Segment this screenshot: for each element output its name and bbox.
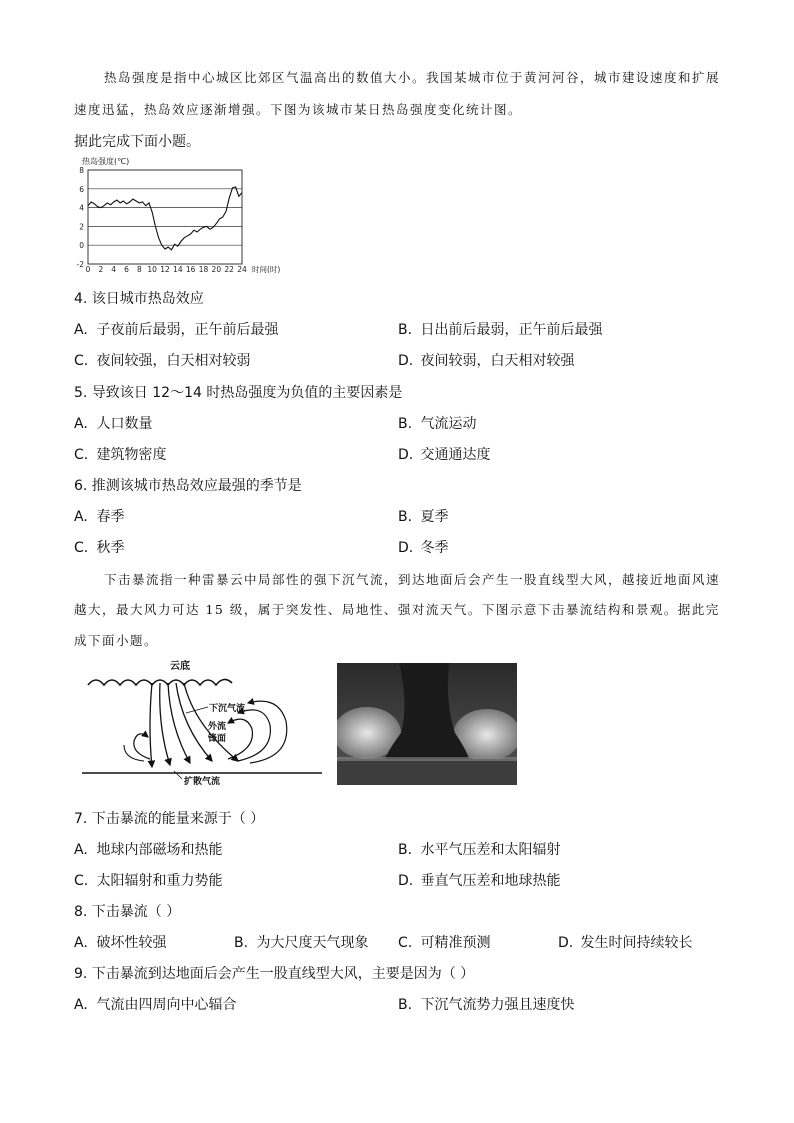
- x-tick-label: 16: [185, 265, 196, 274]
- outflow-curl-1: [228, 719, 253, 759]
- x-tick-label: 20: [211, 265, 222, 274]
- x-tick-label: 6: [124, 265, 129, 274]
- outflow-curl-2: [238, 710, 270, 761]
- q6-option-c[interactable]: C. 秋季: [74, 540, 125, 556]
- x-tick-label: 12: [160, 265, 170, 274]
- q5-option-d[interactable]: D. 交通通达度: [398, 447, 491, 463]
- x-tick-label: 18: [198, 265, 209, 274]
- downburst-photo: [337, 663, 517, 785]
- q4-stem: 4. 该日城市热岛效应: [74, 291, 204, 307]
- intro2-line3: 成下面小题。: [74, 633, 159, 648]
- chart-yticks: [77, 166, 85, 269]
- q8-option-a[interactable]: A. 破坏性较强: [74, 935, 167, 951]
- q5-option-b[interactable]: B. 气流运动: [398, 416, 477, 432]
- series-line: [88, 187, 242, 250]
- q6-option-d[interactable]: D. 冬季: [398, 540, 449, 556]
- q5-option-a[interactable]: A. 人口数量: [74, 416, 153, 432]
- q4-option-c[interactable]: C. 夜间较强，白天相对较弱: [74, 353, 251, 369]
- q8-option-d[interactable]: D. 发生时间持续较长: [558, 935, 693, 951]
- q6-stem: 6. 推测该城市热岛效应最强的季节是: [74, 478, 302, 494]
- q4-option-d[interactable]: D. 夜间较弱，白天相对较强: [398, 353, 575, 369]
- q4-option-a[interactable]: A. 子夜前后最弱，正午前后最强: [74, 322, 279, 338]
- y-tick-label: 2: [79, 222, 84, 232]
- y-tick-label: 4: [79, 203, 84, 213]
- downdraft-line-4: [176, 683, 212, 761]
- q5-option-c[interactable]: C. 建筑物密度: [74, 447, 167, 463]
- intro1-line3: 据此完成下面小题。: [74, 134, 200, 150]
- q8-option-b[interactable]: B. 为大尺度天气现象: [234, 935, 369, 951]
- q7-option-a[interactable]: A. 地球内部磁场和热能: [74, 842, 223, 858]
- q8-option-c[interactable]: C. 可精准预测: [398, 935, 491, 951]
- x-tick-label: 2: [98, 265, 104, 274]
- cloud-base-label: 云底: [170, 661, 190, 672]
- q9-stem: 9. 下击暴流到达地面后会产生一股直线型大风，主要是因为（ ）: [74, 966, 475, 982]
- outflow-front-label-2: 锋面: [208, 734, 227, 744]
- downdraft-label: 下沉气流: [209, 704, 246, 714]
- heat-island-chart: [62, 154, 292, 280]
- q6-option-b[interactable]: B. 夏季: [398, 509, 449, 525]
- downburst-diagram: [78, 657, 328, 785]
- q6-option-a[interactable]: A. 春季: [74, 509, 125, 525]
- q7-stem: 7. 下击暴流的能量来源于（ ）: [74, 811, 265, 827]
- intro2-line2: 越大，最大风力可达 15 级，属于突发性、局地性、强对流天气。下图示意下击暴流结构和景观。据此完: [74, 602, 720, 617]
- photo-ground: [337, 759, 517, 785]
- x-tick-label: 4: [111, 265, 117, 274]
- chart-series: [88, 187, 242, 250]
- y-tick-label: -2: [76, 260, 84, 269]
- q8-stem: 8. 下击暴流（ ）: [74, 904, 181, 920]
- x-tick-label: 0: [85, 265, 91, 274]
- intro1-line2: 速度迅猛，热岛效应逐渐增强。下图为该城市某日热岛强度变化统计图。: [74, 102, 523, 117]
- chart-xlabel: 时间(时): [252, 265, 281, 274]
- chart-ylabel: 热岛强度(℃): [82, 157, 130, 166]
- x-tick-label: 22: [224, 265, 234, 274]
- outflow-front-label-1: 外流: [208, 722, 227, 732]
- q5-stem: 5. 导致该日 12～14 时热岛强度为负值的主要因素是: [74, 385, 403, 401]
- left-vortex: [134, 734, 150, 759]
- q4-option-b[interactable]: B. 日出前后最弱，正午前后最强: [398, 322, 603, 338]
- x-tick-label: 8: [136, 265, 142, 274]
- y-tick-label: 0: [79, 241, 84, 251]
- y-tick-label: 6: [79, 184, 84, 194]
- chart-grid: [88, 170, 242, 264]
- q9-option-b[interactable]: B. 下沉气流势力强且速度快: [398, 997, 575, 1013]
- downdraft-line-1: [150, 683, 152, 767]
- x-tick-label: 14: [173, 265, 183, 274]
- q7-option-d[interactable]: D. 垂直气压差和地球热能: [398, 873, 561, 889]
- x-tick-label: 24: [237, 265, 247, 274]
- chart-xticks: [86, 265, 247, 274]
- intro2-line1: 下击暴流指一种雷暴云中局部性的强下沉气流，到达地面后会产生一股直线型大风，越接近地面风速: [104, 572, 721, 587]
- intro1-line1: 热岛强度是指中心城区比郊区气温高出的数值大小。我国某城市位于黄河河谷，城市建设速度和扩展: [104, 70, 721, 85]
- x-tick-label: 10: [147, 265, 157, 274]
- q7-option-b[interactable]: B. 水平气压差和太阳辐射: [398, 842, 561, 858]
- q7-option-c[interactable]: C. 太阳辐射和重力势能: [74, 873, 223, 889]
- chart-frame: [88, 170, 242, 264]
- divergent-flow-label: 扩散气流: [184, 777, 221, 785]
- y-tick-label: 8: [79, 166, 84, 175]
- q9-option-a[interactable]: A. 气流由四周向中心辐合: [74, 997, 237, 1013]
